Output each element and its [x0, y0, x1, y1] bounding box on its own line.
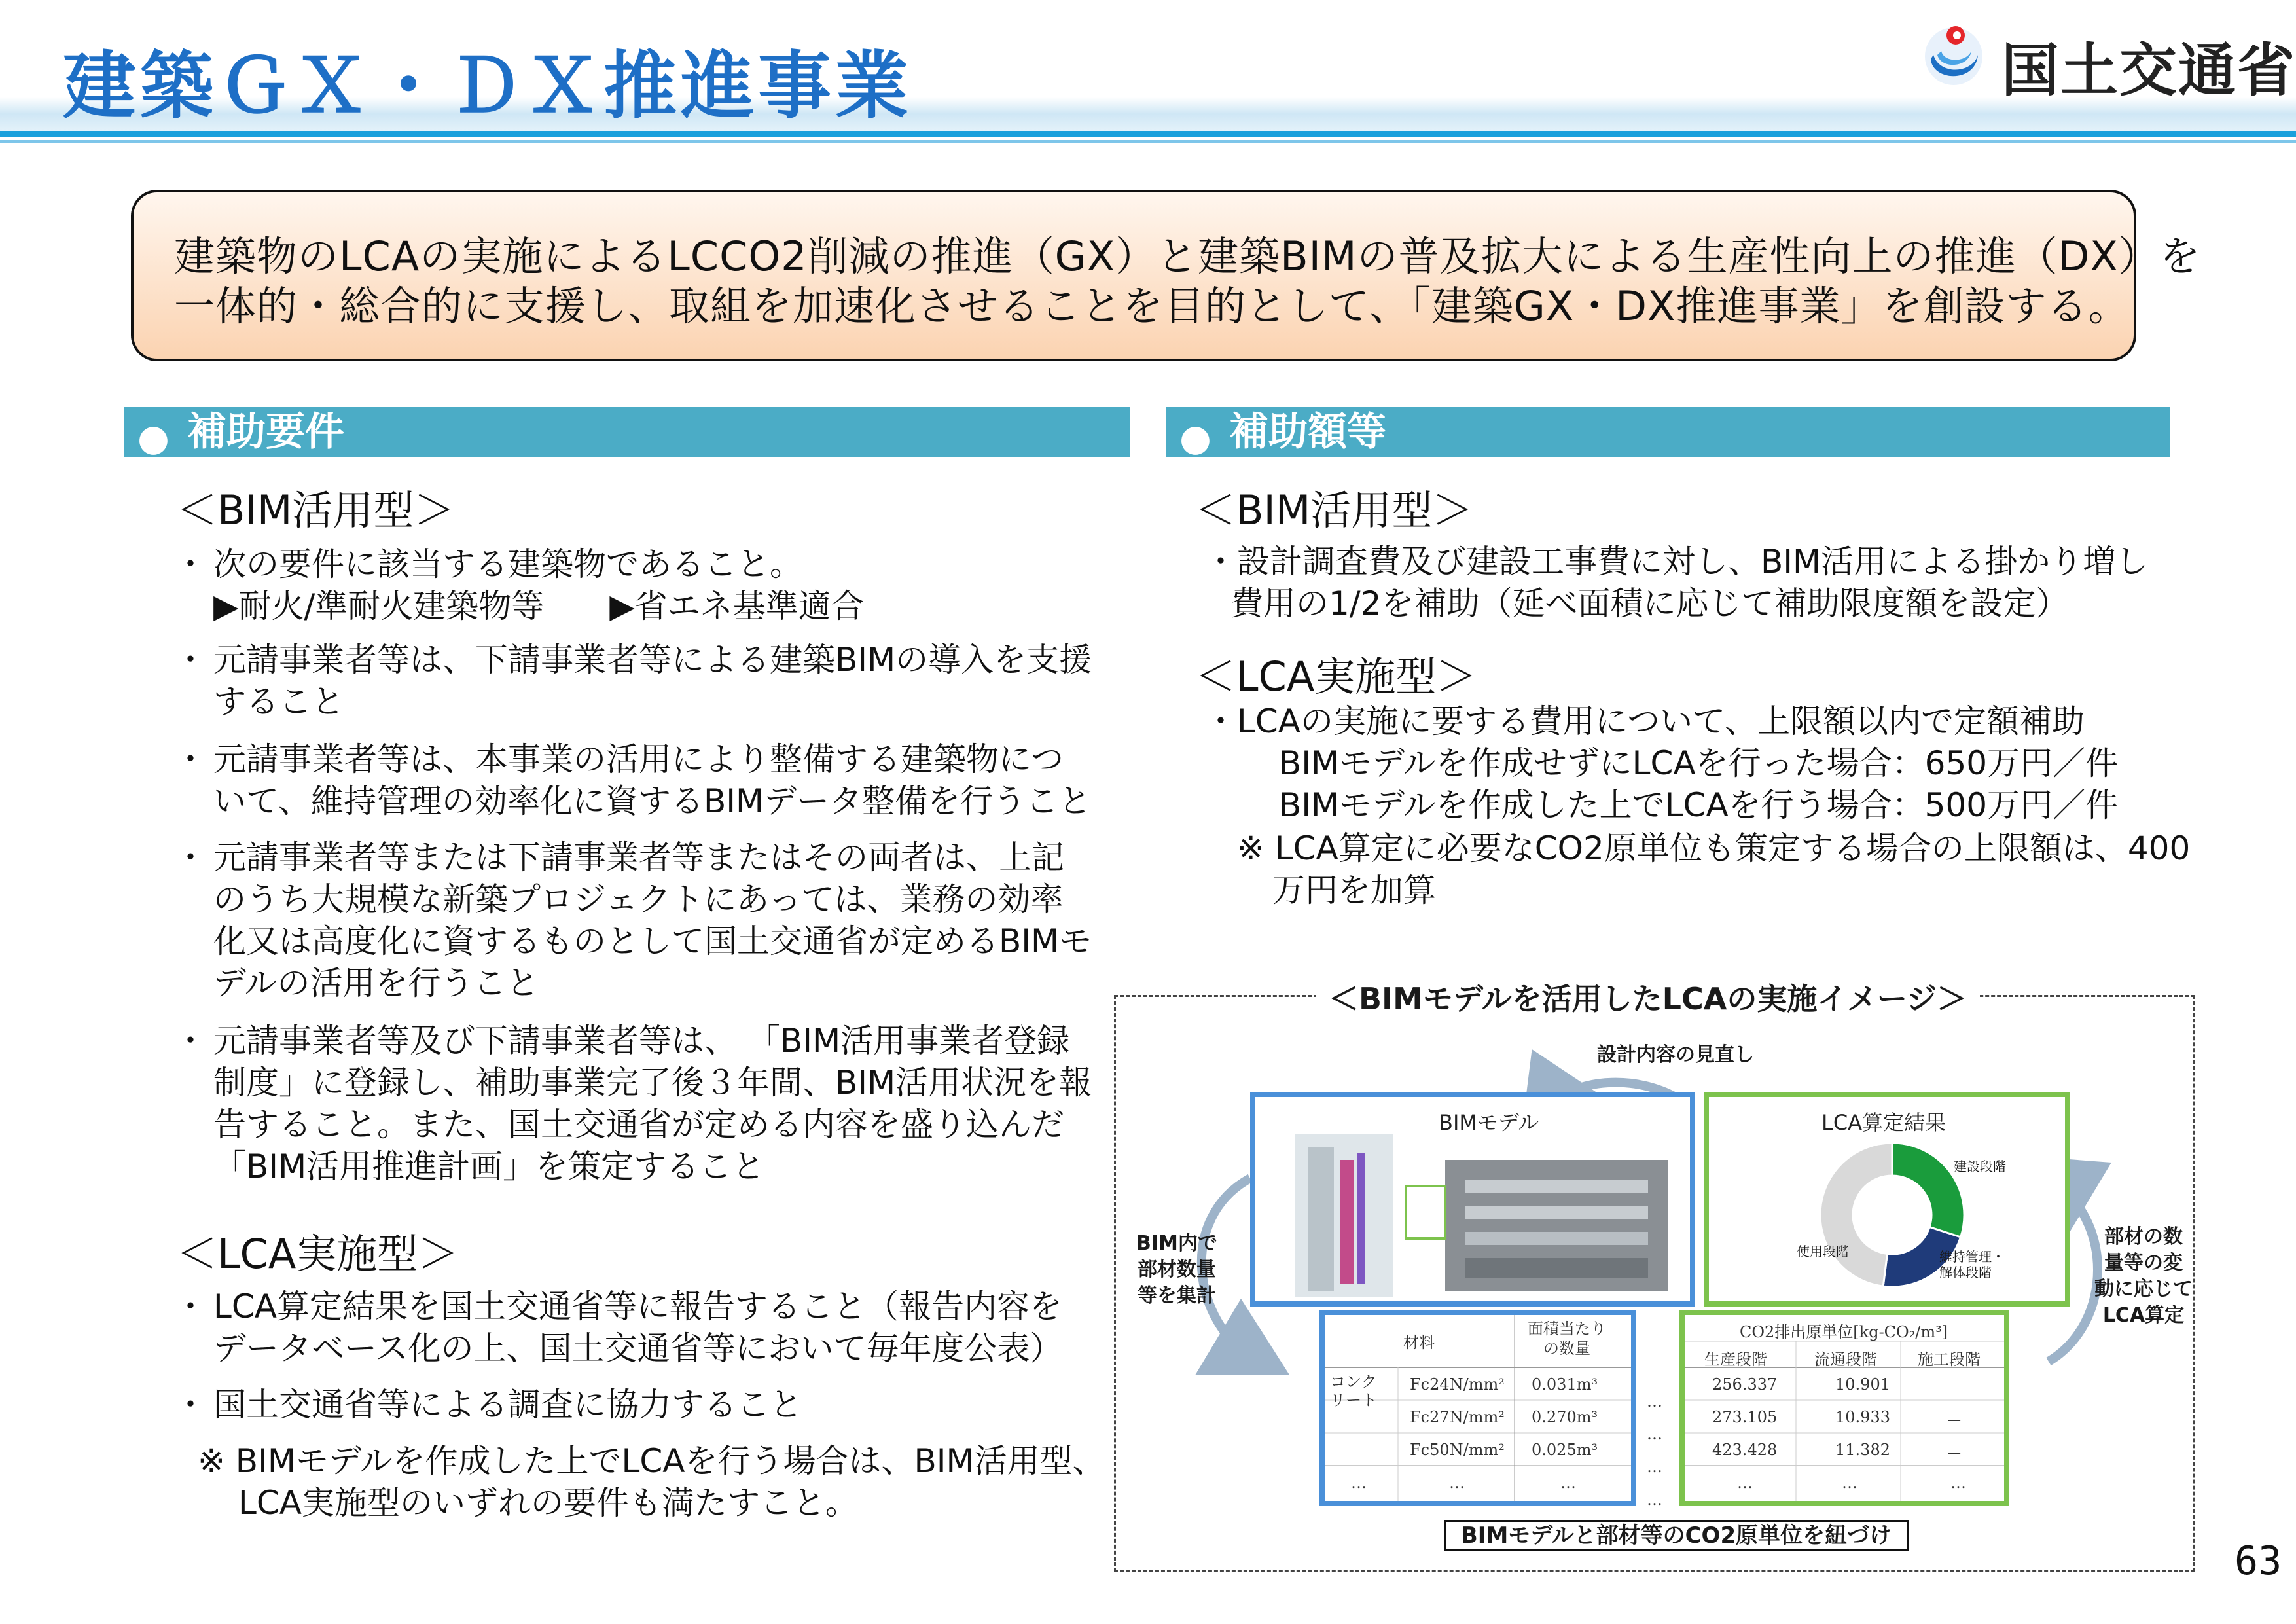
- section-title: 補助要件: [187, 409, 344, 455]
- table-ellipsis: …: [1647, 1392, 1662, 1411]
- recalc-label-line: 量等の変: [2104, 1252, 2183, 1274]
- list-item: [174, 1384, 802, 1426]
- list-item-line: デルの活用を行うこと: [213, 964, 539, 1002]
- list-item: [174, 1020, 1092, 1187]
- recalc-label-line: LCA算定: [2102, 1304, 2185, 1327]
- list-item-line: 元請事業者等及び下請事業者等は、 「BIM活用事業者登録: [213, 1022, 1070, 1060]
- table-cell: Fc50N/mm²: [1410, 1441, 1505, 1459]
- col-header: 生産段階: [1704, 1350, 1767, 1369]
- subsidy-text: ・設計調査費及び建設工事費に対し、BIM活用による掛かり増し: [1204, 543, 2149, 581]
- list-item-line: データベース化の上、国土交通省等において毎年度公表）: [213, 1329, 1063, 1367]
- table-cell: 423.428: [1712, 1441, 1778, 1459]
- lca-result-box: [1704, 1092, 2070, 1307]
- bim-model-label: BIMモデル: [1439, 1110, 1539, 1135]
- material-group-line: コンク: [1330, 1373, 1377, 1391]
- list-item: [174, 837, 1092, 1004]
- table-cell: －: [1946, 1379, 1962, 1398]
- bim-heading: ＜BIM活用型＞: [177, 486, 455, 534]
- list-item-line: 元請事業者等または下請事業者等またはその両者は、上記: [213, 839, 1064, 876]
- table-cell: 0.031m³: [1532, 1375, 1598, 1394]
- list-item: [174, 543, 864, 627]
- table-cell: 0.270m³: [1532, 1408, 1598, 1426]
- material-group-line: リート: [1330, 1391, 1377, 1409]
- figure-caption: BIMモデルと部材等のCO2原単位を紐づけ: [1444, 1520, 1909, 1551]
- bim-model-image-icon: [1295, 1134, 1683, 1297]
- subsidy-note: ※ LCA算定に必要なCO2原単位も策定する場合の上限額は、400: [1237, 829, 2191, 867]
- section-bar-requirements: [124, 407, 1130, 460]
- section-bar-subsidy: [1166, 407, 2170, 460]
- aggregate-label-line: 部材数量: [1137, 1258, 1216, 1281]
- note-line: ※ BIMモデルを作成した上でLCAを行う場合は、BIM活用型、: [198, 1442, 1105, 1480]
- list-item: [174, 1286, 1063, 1369]
- bullet-icon: ・: [174, 1288, 207, 1326]
- list-item-line: すること: [213, 683, 344, 721]
- table-cell: 10.901: [1835, 1375, 1890, 1394]
- table-cell: －: [1946, 1412, 1962, 1430]
- co2-factor-table: [1679, 1310, 2009, 1506]
- table-cell: 0.025m³: [1532, 1441, 1598, 1459]
- table-cell: 256.337: [1712, 1375, 1778, 1394]
- donut-label-construction: 建設段階: [1954, 1159, 2006, 1174]
- list-item-line: 制度」に登録し、補助事業完了後３年間、BIM活用状況を報: [213, 1064, 1092, 1102]
- list-item-line: 告すること。また、国土交通省が定める内容を盛り込んだ: [213, 1106, 1064, 1144]
- list-item-line: 元請事業者等は、本事業の活用により整備する建築物につ: [213, 740, 1064, 778]
- mlit-logo-icon: [1918, 21, 1990, 92]
- bullet-icon: ・: [174, 545, 207, 583]
- table-ellipsis: …: [1647, 1425, 1662, 1443]
- list-item-line: 「BIM活用推進計画」を策定すること: [213, 1147, 765, 1185]
- note-line: LCA実施型のいずれの要件も満たすこと。: [238, 1484, 858, 1522]
- list-item: [174, 738, 1092, 822]
- table-cell: 10.933: [1835, 1408, 1890, 1426]
- table-ellipsis: …: [1647, 1490, 1662, 1509]
- list-item-line: のうち大規模な新築プロジェクトにあっては、業務の効率: [213, 880, 1064, 918]
- bim-model-box: [1250, 1092, 1695, 1307]
- recalc-label: [2094, 1224, 2193, 1329]
- table-cell: －: [1946, 1445, 1962, 1463]
- material-table: [1319, 1310, 1636, 1506]
- subsidy-text: BIMモデルを作成せずにLCAを行った場合：650万円／件: [1279, 744, 2119, 782]
- table-cell: Fc24N/mm²: [1410, 1375, 1505, 1394]
- list-item-line: 化又は高度化に資するものとして国土交通省が定めるBIMモ: [213, 922, 1092, 960]
- table-ellipsis: …: [1560, 1473, 1576, 1492]
- list-item-line: LCA算定結果を国土交通省等に報告すること（報告内容を: [213, 1288, 1062, 1326]
- lca-result-label: LCA算定結果: [1821, 1110, 1946, 1135]
- table-cell: 11.382: [1835, 1441, 1890, 1459]
- donut-label-maintenance: [1939, 1249, 2005, 1280]
- list-item-line: ▶耐火/準耐火建築物等 ▶省エネ基準適合: [213, 587, 864, 625]
- page-number: 63: [2234, 1538, 2282, 1584]
- donut-slice-use: [1820, 1143, 1892, 1286]
- table-cell: 273.105: [1712, 1408, 1778, 1426]
- lca-heading-right: ＜LCA実施型＞: [1195, 653, 1477, 700]
- intro-box: [131, 190, 2201, 361]
- table-ellipsis: …: [1449, 1473, 1465, 1492]
- bullet-icon: ・: [174, 1022, 207, 1060]
- header-rule-thin: [0, 140, 2296, 143]
- col-header-qty: [1528, 1319, 1606, 1358]
- donut-label-line: 維持管理・: [1939, 1249, 2005, 1265]
- material-group: [1330, 1373, 1377, 1409]
- list-item-line: 次の要件に該当する建築物であること。: [213, 545, 802, 583]
- bim-heading-right: ＜BIM活用型＞: [1195, 486, 1473, 534]
- middle-ellipsis-column: [1647, 1385, 1662, 1516]
- list-item-line: いて、維持管理の効率化に資するBIMデータ整備を行うこと: [213, 782, 1092, 820]
- aggregate-label-line: BIM内で: [1136, 1232, 1217, 1255]
- table-ellipsis: …: [1950, 1473, 1966, 1492]
- subsidy-text: BIMモデルを作成した上でLCAを行う場合：500万円／件: [1279, 786, 2119, 824]
- donut-label-line: 解体段階: [1939, 1265, 1992, 1280]
- col-header-material: 材料: [1403, 1333, 1435, 1352]
- bullet-dot-icon: ●: [137, 417, 170, 460]
- donut-label-use: 使用段階: [1797, 1244, 1849, 1259]
- co2-table-header: CO2排出原単位[kg-CO₂/m³]: [1740, 1323, 1948, 1341]
- col-header: 流通段階: [1814, 1350, 1877, 1369]
- section-title: 補助額等: [1229, 409, 1386, 455]
- page-title: 建築ＧＸ・ＤＸ推進事業: [63, 44, 912, 129]
- subsidy-text: ・LCAの実施に要する費用について、上限額以内で定額補助: [1204, 702, 2085, 740]
- bullet-icon: ・: [174, 1386, 207, 1424]
- note: [198, 1440, 1105, 1524]
- table-ellipsis: …: [1647, 1458, 1662, 1476]
- table-ellipsis: …: [1842, 1473, 1857, 1492]
- lca-heading: ＜LCA実施型＞: [177, 1230, 459, 1278]
- col-header: 施工段階: [1918, 1350, 1981, 1369]
- aggregate-label-line: 等を集計: [1137, 1284, 1216, 1307]
- table-ellipsis: …: [1351, 1473, 1367, 1492]
- table-cell: Fc27N/mm²: [1410, 1408, 1505, 1426]
- subsidy-note: 万円を加算: [1272, 871, 1436, 909]
- col-header-line: 面積当たり: [1528, 1320, 1606, 1338]
- bullet-icon: ・: [174, 641, 207, 679]
- mlit-logo-text: 国土交通省: [2001, 37, 2296, 104]
- subsidy-text: 費用の1/2を補助（延べ面積に応じて補助限度額を設定）: [1230, 585, 2069, 623]
- list-item: [174, 639, 1092, 723]
- list-item-line: 国土交通省等による調査に協力すること: [213, 1386, 802, 1424]
- figure-title: ＜BIMモデルを活用したLCAの実施イメージ＞: [1316, 975, 1980, 1019]
- intro-line: 一体的・総合的に支援し、取組を加速化させることを目的として、「建築GX・DX推進事業」を創設する。: [174, 282, 2130, 330]
- aggregate-label: [1136, 1231, 1217, 1309]
- list-item-line: 元請事業者等は、下請事業者等による建築BIMの導入を支援: [213, 641, 1092, 679]
- col-header-line: の数量: [1543, 1339, 1590, 1358]
- intro-line: 建築物のLCAの実施によるLCCO2削減の推進（GX）と建築BIMの普及拡大による生産性向上の推進（DX）を: [174, 232, 2201, 280]
- bullet-icon: ・: [174, 740, 207, 778]
- table-ellipsis: …: [1737, 1473, 1753, 1492]
- recalc-label-line: 部材の数: [2104, 1225, 2183, 1248]
- bullet-dot-icon: ●: [1179, 417, 1211, 460]
- recalc-label-line: 動に応じて: [2094, 1278, 2193, 1301]
- review-label: 設計内容の見直し: [1597, 1043, 1754, 1066]
- bullet-icon: ・: [174, 839, 207, 876]
